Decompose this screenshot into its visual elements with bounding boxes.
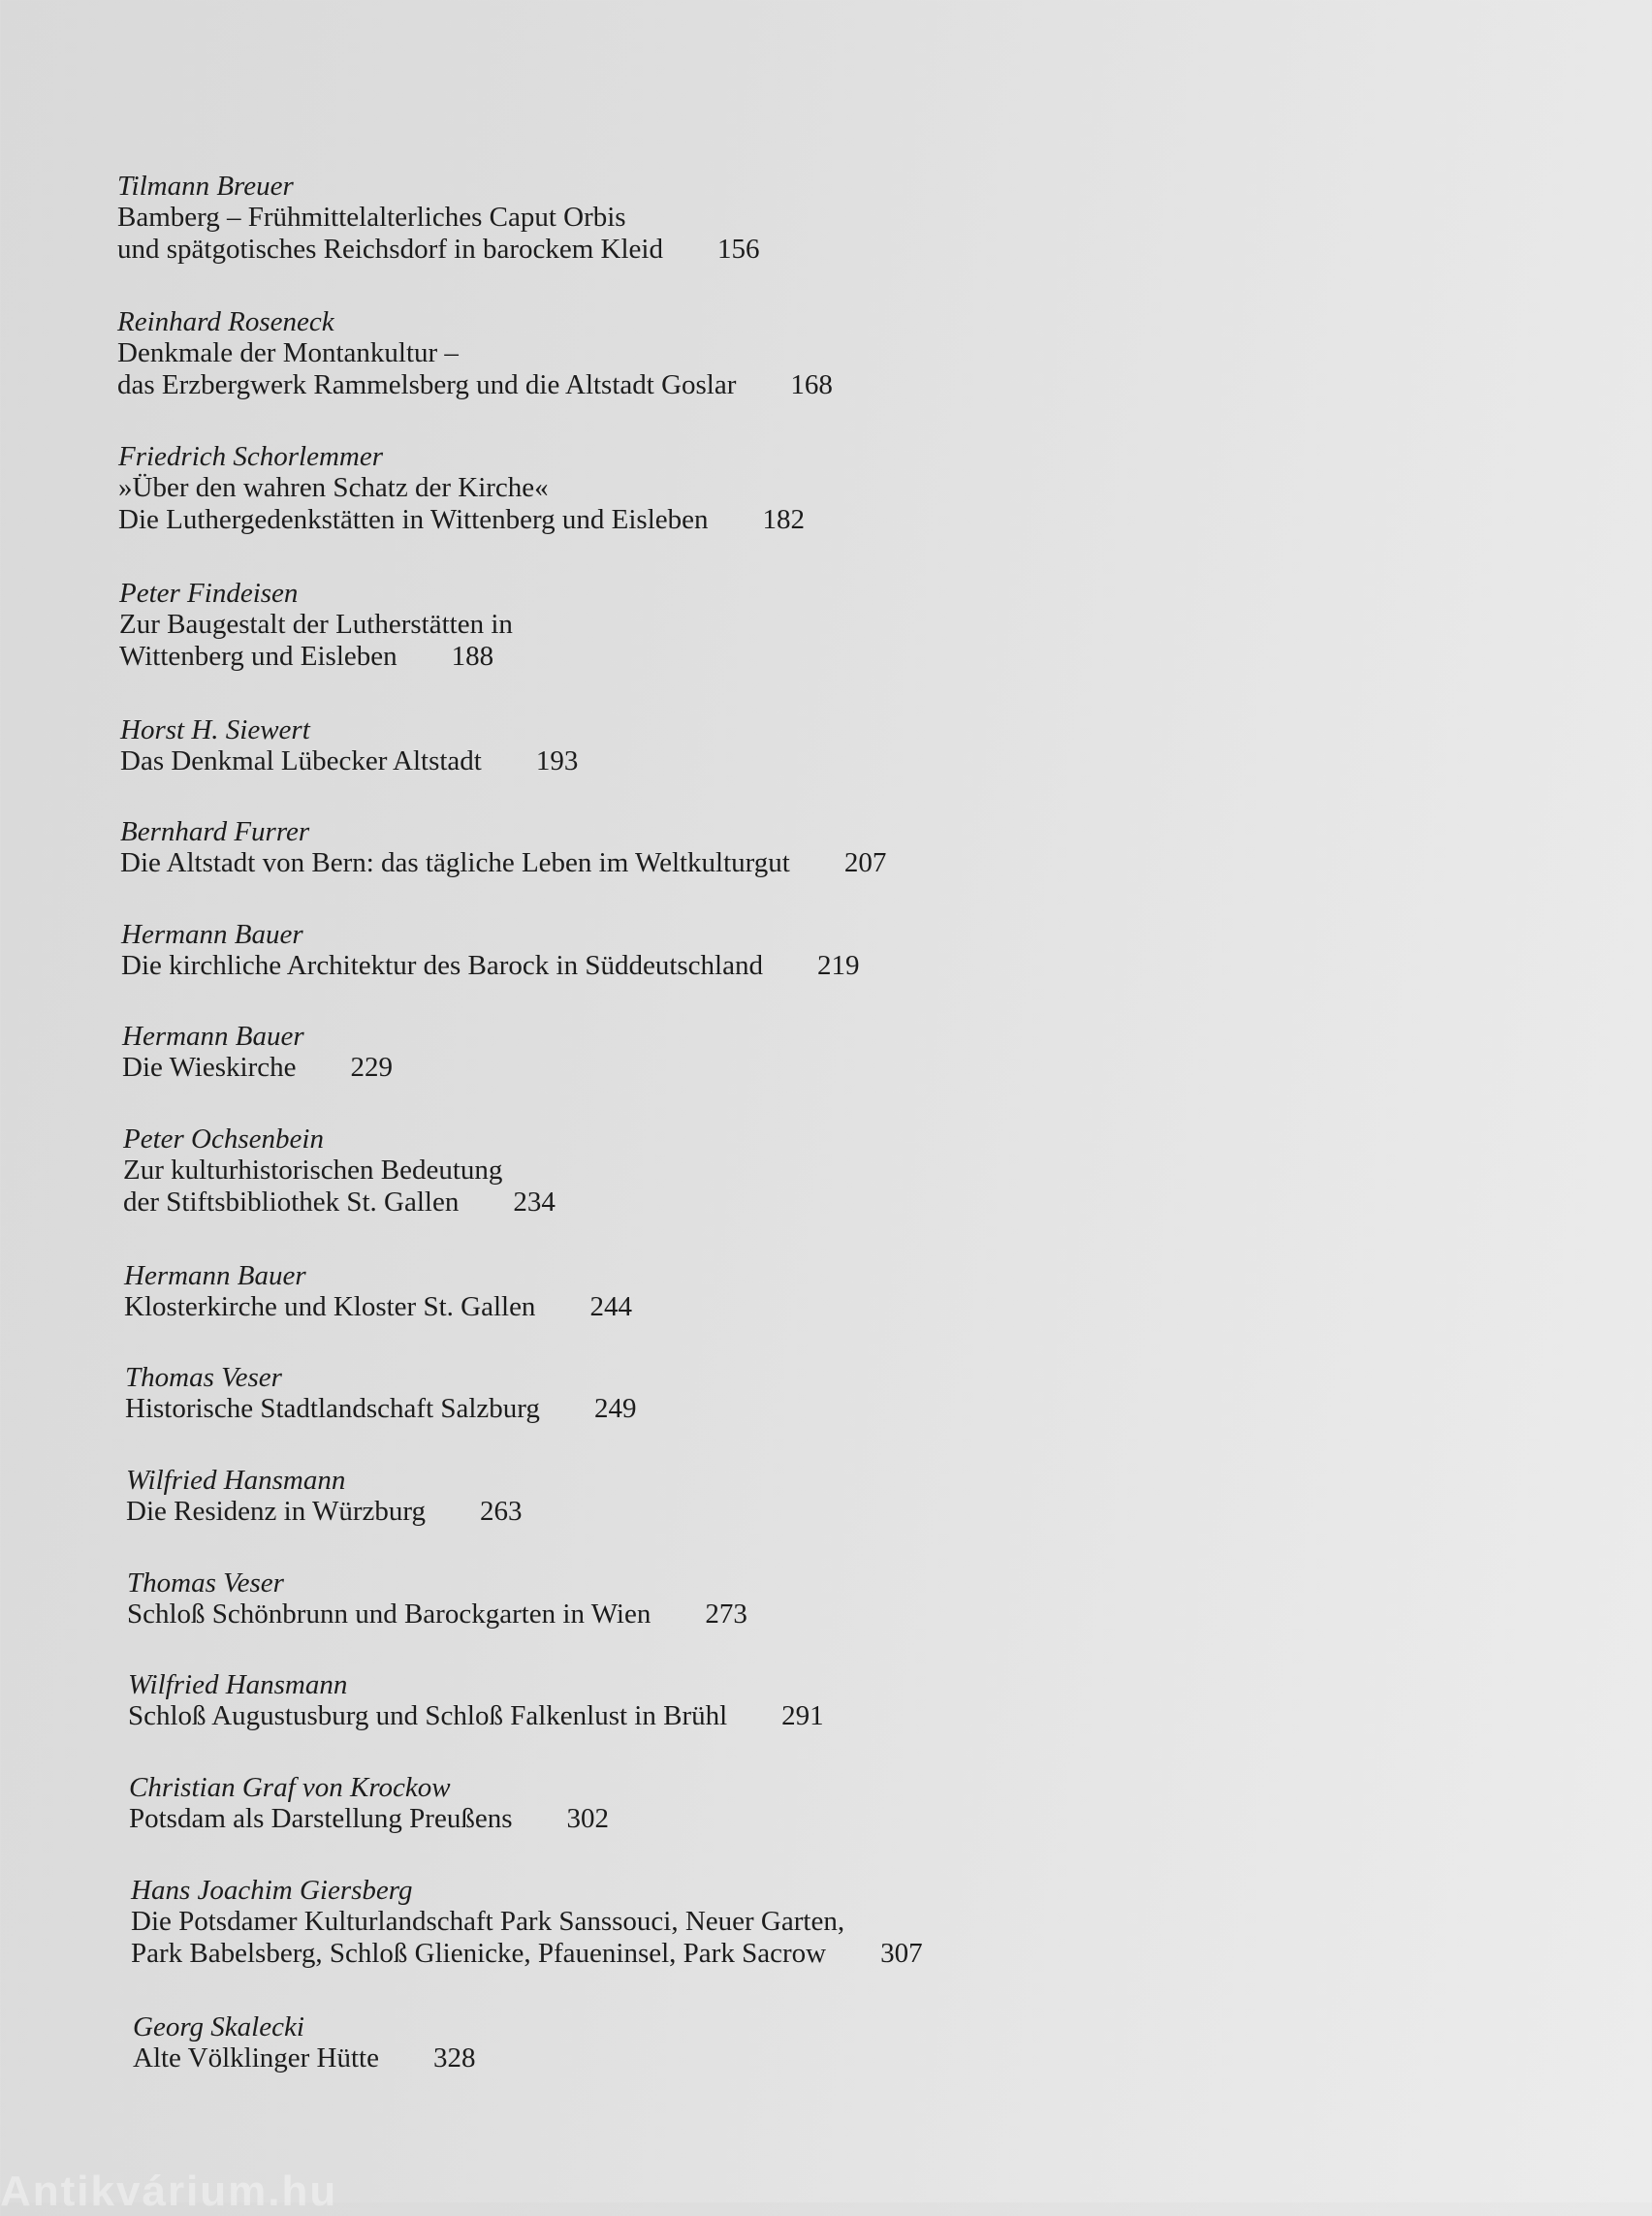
toc-title-line <box>118 504 805 536</box>
toc-entry <box>120 714 578 777</box>
watermark: Antikvárium.hu <box>0 2168 338 2215</box>
toc-entry <box>121 919 860 982</box>
toc-title-line <box>127 1599 747 1630</box>
toc-entry <box>133 2011 475 2074</box>
toc-title-text: Die Residenz in Würzburg <box>126 1496 426 1527</box>
toc-title-text: Schloß Augustusburg und Schloß Falkenlust in Brühl <box>128 1700 728 1731</box>
toc-page-number: 168 <box>790 369 833 400</box>
toc-entry <box>120 816 886 879</box>
toc-title-line <box>120 847 886 879</box>
toc-page-number: 263 <box>480 1496 523 1527</box>
toc-title-line <box>126 1496 523 1528</box>
toc-title-line <box>121 950 860 982</box>
toc-title-line <box>119 641 513 673</box>
toc-title-line <box>117 234 759 266</box>
toc-title-text: Bamberg – Frühmittelalterliches Caput Orbis <box>117 202 626 233</box>
toc-page-number: 291 <box>781 1700 824 1731</box>
toc-entry <box>131 1875 923 1970</box>
toc-title-line <box>123 1187 556 1219</box>
toc-author: Peter Ochsenbein <box>123 1124 324 1155</box>
toc-author: Wilfried Hansmann <box>128 1669 348 1700</box>
toc-page-number: 229 <box>350 1052 393 1083</box>
toc-author: Peter Findeisen <box>119 578 299 609</box>
toc-page-number: 302 <box>566 1803 609 1834</box>
toc-title-text: Schloß Schönbrunn und Barockgarten in Wien <box>127 1599 651 1630</box>
toc-author: Hans Joachim Giersberg <box>131 1875 413 1906</box>
toc-entry <box>119 578 513 673</box>
toc-page-number: 328 <box>432 2042 476 2074</box>
toc-title-line <box>131 1938 923 1970</box>
toc-author: Thomas Veser <box>127 1567 284 1599</box>
toc-author: Friedrich Schorlemmer <box>118 441 384 472</box>
toc-title-line <box>128 1700 824 1732</box>
toc-title-text: Denkmale der Montankultur – <box>117 337 459 368</box>
toc-title-text: Die kirchliche Architektur des Barock in Süddeutschland <box>121 950 763 981</box>
toc-author: Hermann Bauer <box>121 919 303 950</box>
toc-entry <box>126 1465 523 1528</box>
toc-entry <box>128 1669 824 1732</box>
toc-title-line <box>133 2042 475 2074</box>
toc-author: Wilfried Hansmann <box>126 1465 346 1496</box>
toc-page-number: 307 <box>880 1938 923 1969</box>
toc-author: Hermann Bauer <box>124 1260 306 1291</box>
toc-title-line <box>129 1803 609 1835</box>
toc-title-line <box>125 1393 636 1425</box>
toc-title-line <box>131 1906 923 1938</box>
toc-page-number: 234 <box>513 1187 556 1218</box>
toc-title-line <box>117 202 759 234</box>
toc-title-text: Das Denkmal Lübecker Altstadt <box>120 745 482 776</box>
toc-title-line <box>120 745 578 777</box>
toc-title-text: Zur Baugestalt der Lutherstätten in <box>119 609 513 640</box>
toc-title-text: Potsdam als Darstellung Preußens <box>129 1803 513 1834</box>
toc-title-text: Wittenberg und Eisleben <box>119 641 397 672</box>
toc-author: Reinhard Roseneck <box>117 306 334 337</box>
toc-author: Christian Graf von Krockow <box>129 1772 451 1803</box>
toc-entry <box>127 1567 747 1630</box>
toc-page-number: 193 <box>535 745 579 776</box>
toc-entry <box>124 1260 632 1323</box>
toc-page-number: 156 <box>716 234 760 265</box>
toc-page-number: 219 <box>817 950 860 981</box>
toc-page-number: 207 <box>843 847 887 878</box>
toc-page-number: 273 <box>705 1599 747 1630</box>
toc-title-line <box>122 1052 393 1084</box>
toc-title-text: Die Potsdamer Kulturlandschaft Park Sanssouci, Neuer Garten, <box>131 1906 845 1937</box>
toc-entry <box>118 441 805 536</box>
toc-title-line <box>119 609 513 641</box>
toc-author: Horst H. Siewert <box>120 714 310 745</box>
toc-entry <box>123 1124 556 1219</box>
toc-page-number: 182 <box>762 504 805 535</box>
toc-page-number: 188 <box>451 641 494 672</box>
toc-title-text: Park Babelsberg, Schloß Glienicke, Pfaueninsel, Park Sacrow <box>131 1938 827 1969</box>
toc-title-line <box>118 472 805 504</box>
toc-page-number: 249 <box>593 1393 637 1424</box>
toc-title-text: Historische Stadtlandschaft Salzburg <box>125 1393 540 1424</box>
toc-title-text: Klosterkirche und Kloster St. Gallen <box>124 1291 536 1322</box>
toc-title-text: Die Wieskirche <box>122 1052 297 1083</box>
toc-title-line <box>117 369 833 401</box>
toc-entry <box>125 1362 636 1425</box>
toc-page-number: 244 <box>589 1291 632 1322</box>
toc-entry <box>117 171 759 266</box>
toc-author: Bernhard Furrer <box>120 816 310 847</box>
toc-title-text: Die Luthergedenkstätten in Wittenberg und Eisleben <box>118 504 709 535</box>
toc-title-text: Alte Völklinger Hütte <box>133 2042 379 2074</box>
toc-entry <box>129 1772 609 1835</box>
toc-author: Georg Skalecki <box>133 2011 304 2042</box>
toc-entry <box>122 1021 393 1084</box>
toc-title-text: und spätgotisches Reichsdorf in barockem Kleid <box>117 234 663 265</box>
toc-title-text: Die Altstadt von Bern: das tägliche Leben im Weltkulturgut <box>120 847 790 878</box>
toc-title-line <box>117 337 833 369</box>
toc-entry <box>117 306 833 401</box>
toc-title-text: »Über den wahren Schatz der Kirche« <box>118 472 549 503</box>
toc-title-line <box>124 1291 632 1323</box>
toc-author: Tilmann Breuer <box>117 171 294 202</box>
toc-author: Thomas Veser <box>125 1362 282 1393</box>
toc-title-text: das Erzbergwerk Rammelsberg und die Altstadt Goslar <box>117 369 737 400</box>
toc-title-text: der Stiftsbibliothek St. Gallen <box>123 1187 460 1218</box>
toc-title-text: Zur kulturhistorischen Bedeutung <box>123 1155 503 1186</box>
toc-title-line <box>123 1155 556 1187</box>
toc-author: Hermann Bauer <box>122 1021 304 1052</box>
